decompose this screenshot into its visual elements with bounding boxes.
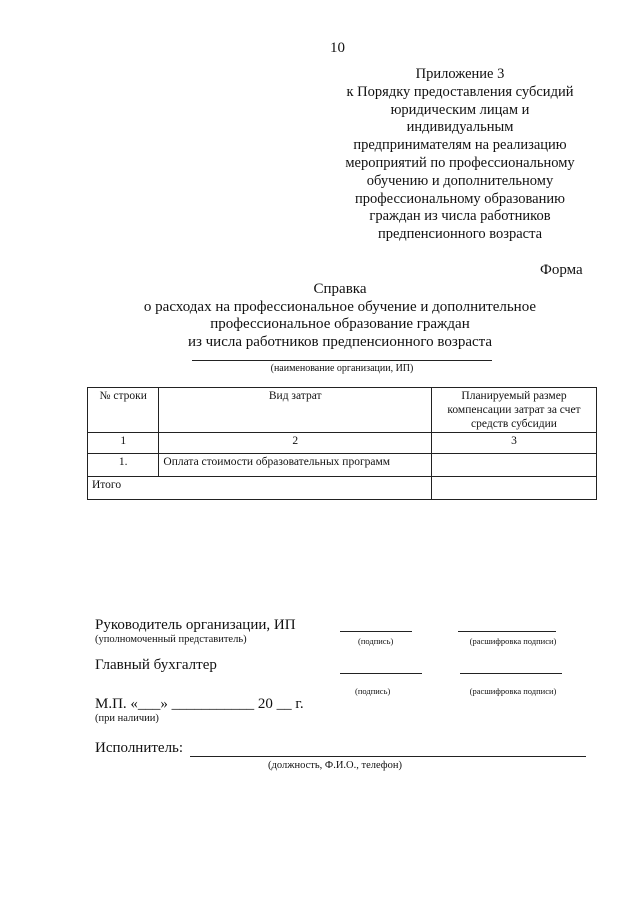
accountant-signature-field[interactable] xyxy=(340,673,422,674)
total-label-cell: Итого xyxy=(88,477,432,500)
column-number-row xyxy=(88,433,597,454)
appendix-line: Приложение 3 xyxy=(415,66,505,82)
header-cost-type: Вид затрат xyxy=(159,388,432,433)
signature-caption: (подпись) xyxy=(358,636,394,646)
seal-date-line: М.П. «___» ___________ 20 __ г. xyxy=(95,696,304,712)
column-number: 3 xyxy=(432,433,597,454)
signature-caption: (подпись) xyxy=(355,686,391,696)
appendix-line: предпенсионного возраста xyxy=(377,226,543,243)
page-number: 10 xyxy=(330,40,345,56)
organization-name-caption: (наименование организации, ИП) xyxy=(270,363,414,374)
form-label: Форма xyxy=(540,262,583,278)
appendix-line: юридическим лицам и xyxy=(390,101,530,118)
appendix-line: профессиональному образованию xyxy=(355,190,565,207)
costs-table xyxy=(87,387,597,500)
accountant-decode-field[interactable] xyxy=(460,673,562,674)
appendix-line: граждан из числа работников xyxy=(369,208,551,225)
seal-sub-label: (при наличии) xyxy=(95,713,159,724)
header-row-number: № строки xyxy=(88,388,159,433)
total-row xyxy=(88,477,597,500)
executor-label: Исполнитель: xyxy=(95,740,184,756)
executor-caption: (должность, Ф.И.О., телефон) xyxy=(268,760,402,771)
amount-cell[interactable] xyxy=(432,454,597,477)
header-planned-compensation: Планируемый размер компенсации затрат за счет средств субсидии xyxy=(432,388,597,433)
total-amount-cell[interactable] xyxy=(432,477,597,500)
row-number-cell: 1. xyxy=(88,454,159,477)
column-number: 2 xyxy=(159,433,432,454)
table-header-row xyxy=(88,388,597,433)
accountant-label: Главный бухгалтер xyxy=(95,657,217,673)
executor-field[interactable] xyxy=(190,756,586,757)
column-number: 1 xyxy=(88,433,159,454)
decode-caption: (расшифровка подписи) xyxy=(469,636,557,646)
head-sub-label: (уполномоченный представитель) xyxy=(95,634,247,645)
organization-name-field[interactable] xyxy=(192,360,492,361)
head-signature-field[interactable] xyxy=(340,631,412,632)
appendix-line: к Порядку предоставления субсидий xyxy=(346,83,574,100)
title-line: профессиональное образование граждан xyxy=(210,316,470,332)
title-line: о расходах на профессиональное обучение и дополнительное xyxy=(143,298,537,315)
table-row xyxy=(88,454,597,477)
appendix-line: предпринимателям на реализацию xyxy=(353,137,567,154)
appendix-header xyxy=(330,66,590,244)
appendix-line: индивидуальным xyxy=(406,119,514,136)
appendix-line: обучению и дополнительному xyxy=(366,172,554,189)
head-decode-field[interactable] xyxy=(458,631,556,632)
appendix-line: мероприятий по профессиональному xyxy=(345,154,575,171)
document-title xyxy=(130,281,550,351)
title-line: Справка xyxy=(313,281,367,297)
decode-caption: (расшифровка подписи) xyxy=(469,686,557,696)
title-line: из числа работников предпенсионного возраста xyxy=(187,333,493,350)
cost-type-cell: Оплата стоимости образовательных программ xyxy=(159,454,432,477)
head-label: Руководитель организации, ИП xyxy=(95,617,296,633)
